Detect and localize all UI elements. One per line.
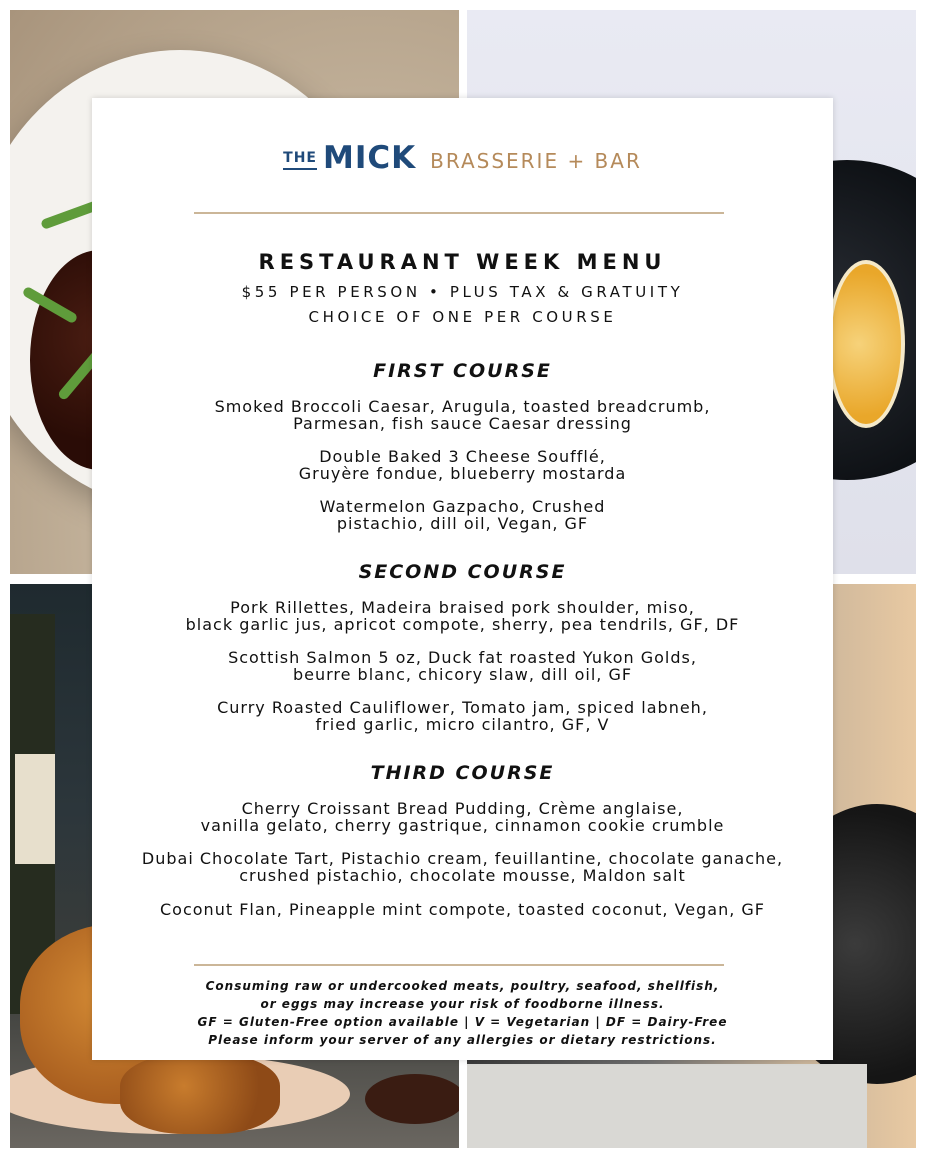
dish-line: vanilla gelato, cherry gastrique, cinnamon cookie crumble [200, 816, 725, 835]
notice-line: Consuming raw or undercooked meats, poultry, seafood, shellfish, [205, 979, 720, 993]
dish-line: fried garlic, micro cilantro, GF, V [315, 715, 610, 734]
choice-line: CHOICE OF ONE PER COURSE [308, 308, 617, 326]
divider [194, 964, 724, 966]
fried-food [120, 1054, 280, 1134]
logo-subtitle: BRASSERIE + BAR [430, 149, 642, 173]
dish-line: Watermelon Gazpacho, Crushed [319, 497, 606, 516]
dish-line: Smoked Broccoli Caesar, Arugula, toasted breadcrumb, [214, 397, 711, 416]
dish-line: pistachio, dill oil, Vegan, GF [336, 514, 589, 533]
allergy-notice [92, 977, 833, 1049]
dish-line: Curry Roasted Cauliflower, Tomato jam, spiced labneh, [217, 698, 708, 717]
dish-line: Double Baked 3 Cheese Soufflé, [319, 447, 606, 466]
notice-line: or eggs may increase your risk of foodborne illness. [260, 997, 665, 1011]
dish-line: crushed pistachio, chocolate mousse, Maldon salt [239, 866, 686, 885]
dish-line: Coconut Flan, Pineapple mint compote, toasted coconut, Vegan, GF [160, 900, 765, 919]
chocolate-sauce [365, 1074, 459, 1124]
dish-line: Dubai Chocolate Tart, Pistachio cream, feuillantine, chocolate ganache, [141, 849, 784, 868]
dish-item [92, 498, 833, 532]
course-heading-second: SECOND COURSE [358, 561, 567, 583]
divider [194, 212, 724, 214]
dish-line: Gruyère fondue, blueberry mostarda [298, 464, 627, 483]
dish-line: black garlic jus, apricot compote, sherry, pea tendrils, GF, DF [185, 615, 740, 634]
logo-mick: MICK [322, 140, 417, 176]
restaurant-logo [92, 140, 833, 176]
course-heading-third: THIRD COURSE [370, 762, 555, 784]
dish-line: beurre blanc, chicory slaw, dill oil, GF [292, 665, 633, 684]
dish-line: Parmesan, fish sauce Caesar dressing [293, 414, 632, 433]
table-surface [467, 1064, 867, 1148]
dish-item [92, 398, 833, 432]
dish-item [92, 599, 833, 633]
dish-item [92, 901, 833, 918]
logo-the: THE [283, 150, 317, 170]
dish-item [92, 649, 833, 683]
dish-item [92, 800, 833, 834]
bottle-label [15, 754, 55, 864]
dish-item [92, 850, 833, 884]
dish-line: Pork Rillettes, Madeira braised pork shoulder, miso, [230, 598, 695, 617]
dish-item [92, 699, 833, 733]
dish-item [92, 448, 833, 482]
dish-line: Cherry Croissant Bread Pudding, Crème anglaise, [241, 799, 684, 818]
notice-line: Please inform your server of any allergies or dietary restrictions. [208, 1033, 717, 1047]
notice-line: GF = Gluten-Free option available | V = Vegetarian | DF = Dairy-Free [197, 1015, 728, 1029]
dish-line: Scottish Salmon 5 oz, Duck fat roasted Yukon Golds, [228, 648, 697, 667]
course-heading-first: FIRST COURSE [373, 360, 552, 382]
price-line: $55 PER PERSON • PLUS TAX & GRATUITY [241, 283, 684, 301]
menu-title: RESTAURANT WEEK MENU [258, 250, 667, 274]
lemon [827, 260, 905, 428]
menu-card [92, 98, 833, 1060]
